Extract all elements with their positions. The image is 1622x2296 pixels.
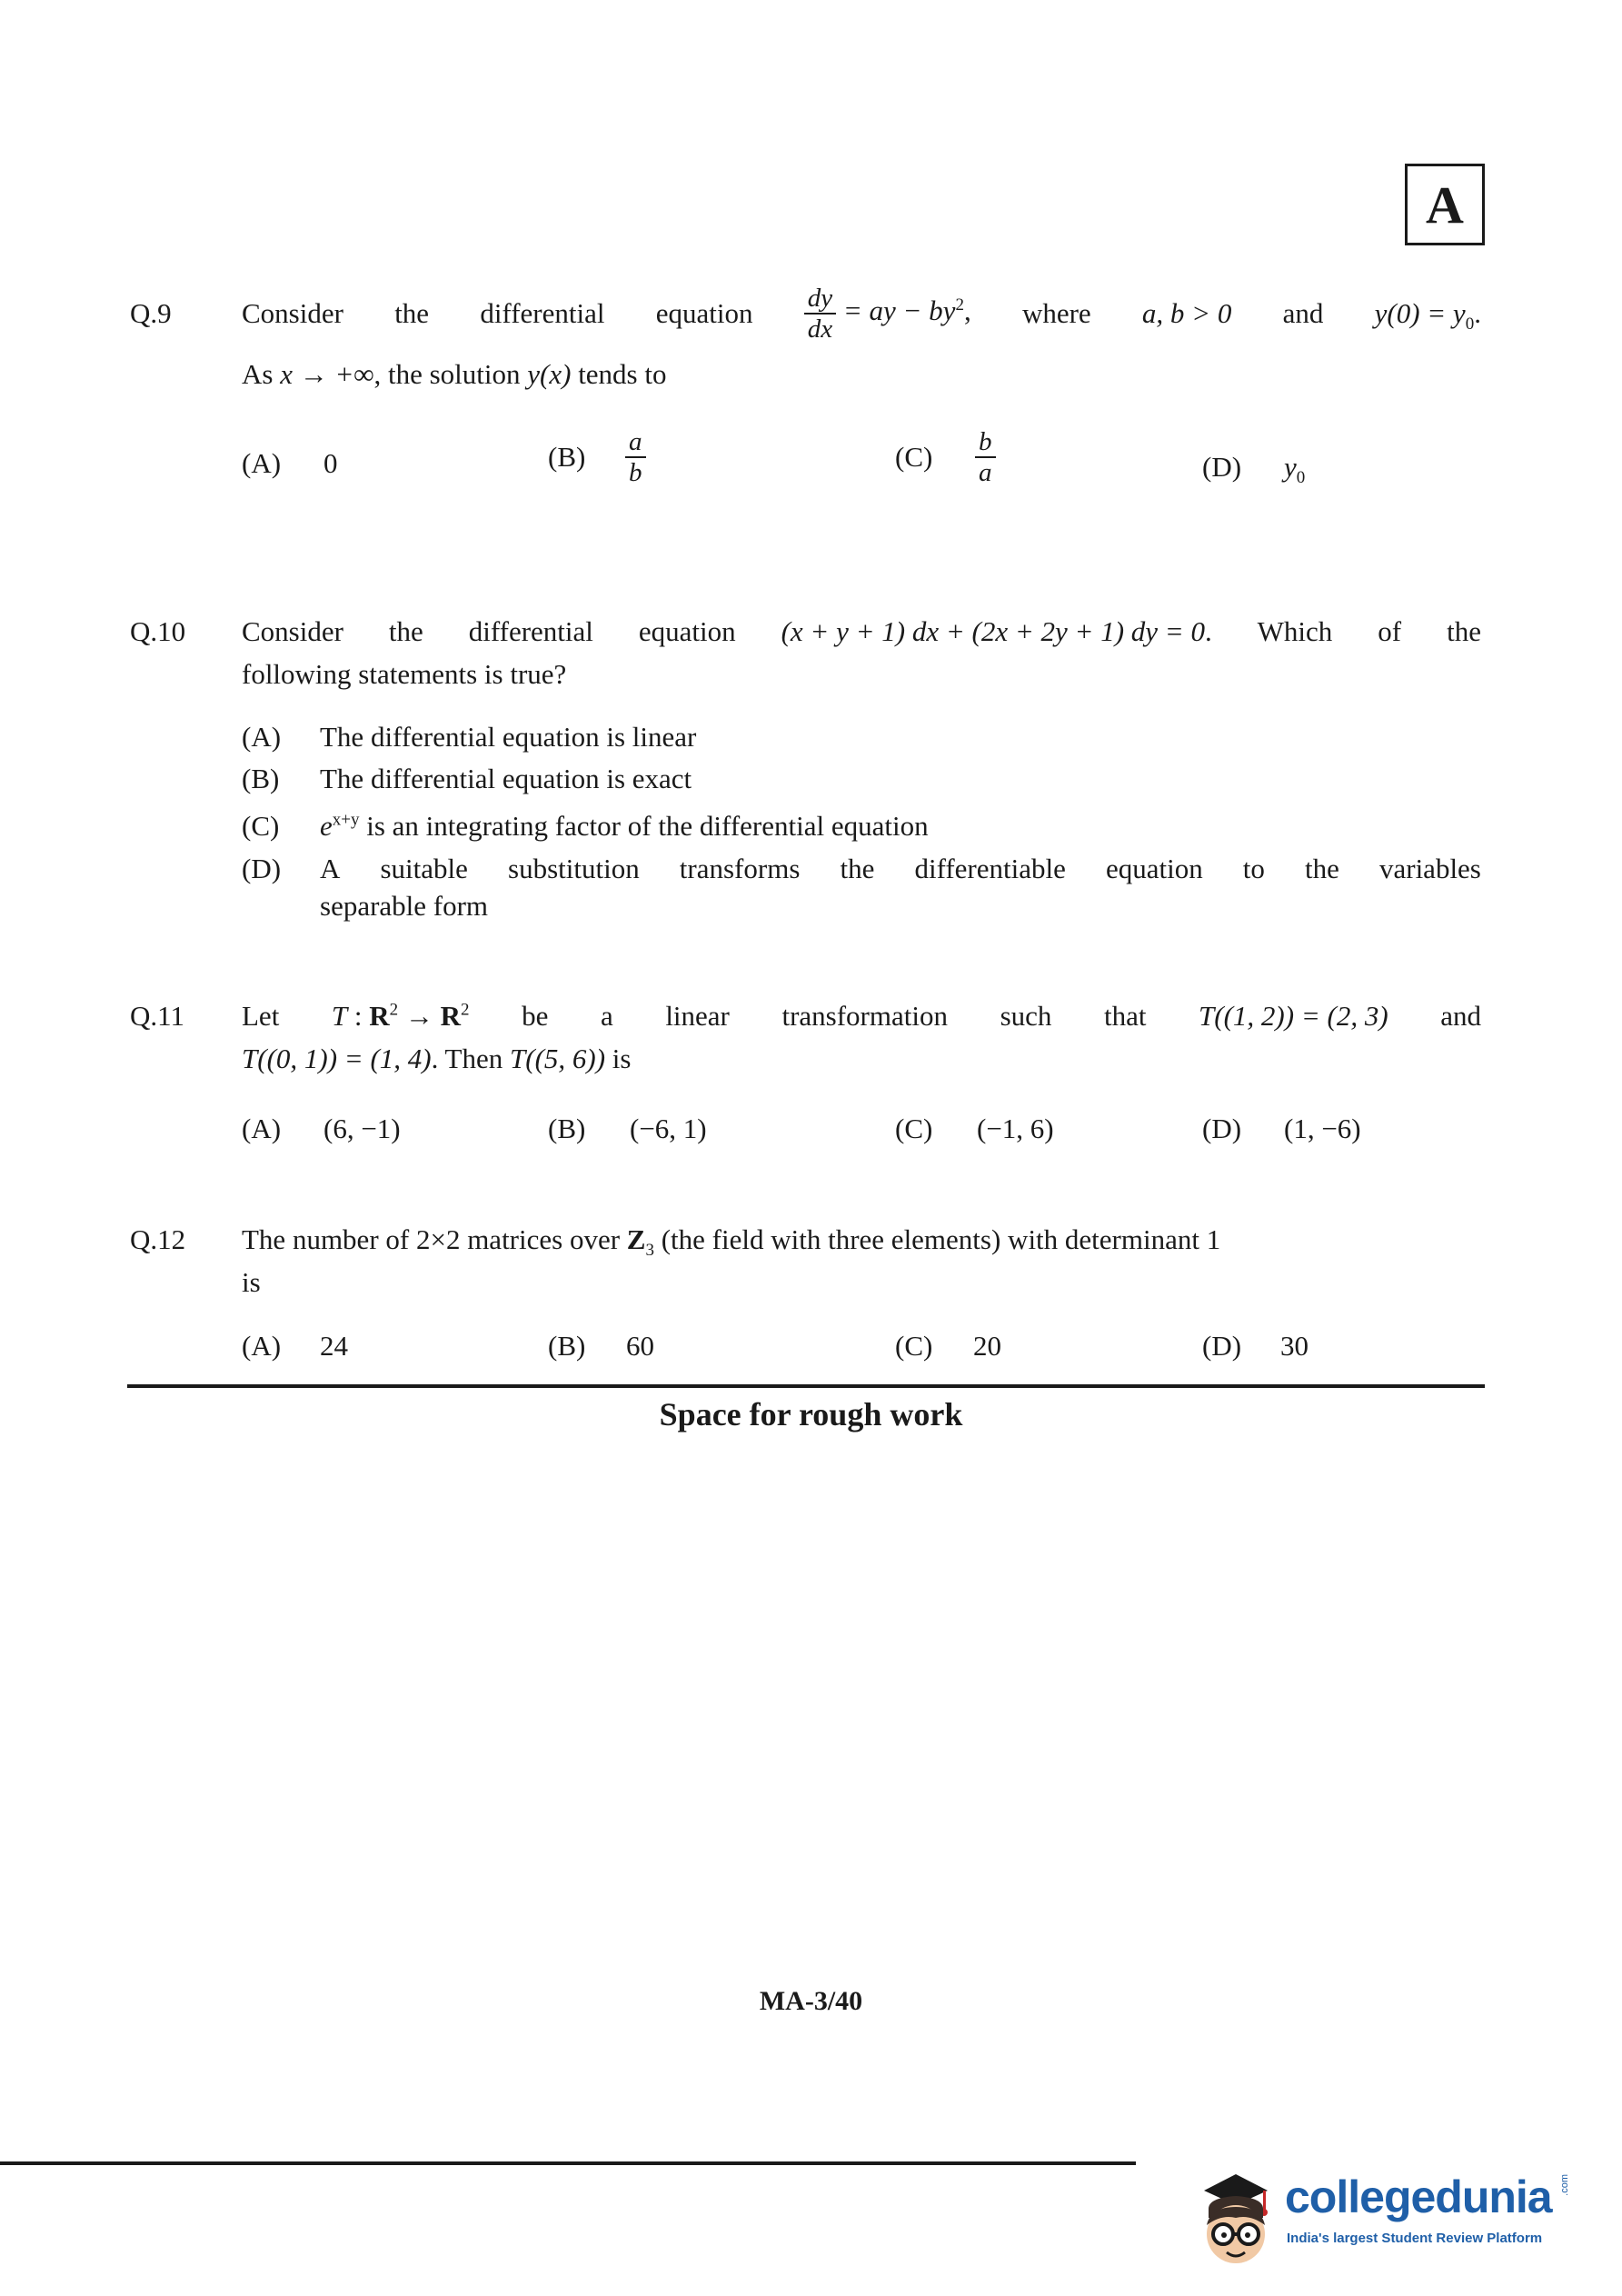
question-number: Q.11	[130, 1000, 184, 1032]
logo-domain: .com	[1559, 2174, 1570, 2196]
question-12-line-1: The number of 2×2 matrices over $Z_3$ (the field with three elements) with determinant 1	[242, 1223, 1221, 1261]
question-number: Q.12	[130, 1223, 186, 1255]
option-d: (D) (1, −6)	[1202, 1113, 1361, 1144]
q9-condition: a, b > 0	[1141, 297, 1232, 329]
option-a: (A) 0	[242, 447, 338, 479]
question-number: Q.9	[130, 297, 172, 329]
q11-mapping: T : $R^2 \to R^2$	[331, 1000, 470, 1032]
q10-word: of	[1378, 615, 1402, 647]
option-b: (B) 60	[548, 1330, 654, 1362]
option-b: (B) (−6, 1)	[548, 1113, 707, 1144]
rough-work-heading: Space for rough work	[659, 1396, 963, 1433]
q9-word: Consider	[242, 297, 343, 329]
option-b: (B) $\frac{a}{b}$	[548, 427, 646, 487]
option-c: (C) $e^{x+y}$ is an integrating factor of the differential equation	[242, 810, 929, 842]
q10-word: the	[1447, 615, 1481, 647]
footer-rule	[0, 2161, 1136, 2165]
question-11-line-1: Let T : $R^2 \to R^2$ be a linear transformation such that T((1, 2)) = (2, 3) and	[242, 998, 1481, 1034]
q10-word: Consider	[242, 615, 343, 647]
option-a: (A) (6, −1)	[242, 1113, 401, 1144]
option-a: (A) 24	[242, 1330, 348, 1362]
question-number: Q.10	[130, 615, 186, 647]
mascot-icon	[1181, 2154, 1290, 2281]
option-d: (D) 30	[1202, 1330, 1309, 1362]
q10-word: the	[388, 615, 423, 647]
q9-initial-condition: $y(0) = y_0$.	[1374, 297, 1481, 334]
logo-tagline: India's largest Student Review Platform	[1287, 2231, 1543, 2246]
question-10-line-2: following statements is true?	[242, 658, 567, 690]
q9-where: where	[1021, 297, 1091, 329]
option-d-line-2: separable form	[320, 890, 489, 922]
option-b: (B) The differential equation is exact	[242, 763, 692, 794]
option-d: A suitable substitution transforms the differentiable equation to the variables	[320, 853, 1481, 884]
q10-word: equation	[638, 615, 736, 647]
derivative-fraction: $\frac{dy}{dx}$	[804, 284, 836, 344]
q10-word: Which	[1257, 615, 1333, 647]
option-a: (A) The differential equation is linear	[242, 721, 697, 753]
option-c: (C) $\frac{b}{a}$	[895, 427, 996, 487]
question-11-line-2: T((0, 1)) = (1, 4). Then T((5, 6)) is	[242, 1043, 632, 1074]
q9-word: the	[394, 297, 430, 329]
collegedunia-logo	[1181, 2154, 1581, 2281]
q10-equation: (x + y + 1) dx + (2x + 2y + 1) dy = 0.	[781, 615, 1212, 647]
option-c: (C) (−1, 6)	[895, 1113, 1054, 1144]
section-divider	[127, 1384, 1485, 1388]
paper-set-badge: A	[1405, 164, 1485, 245]
option-d: (D) $y_0$	[1202, 451, 1306, 488]
question-12-line-2: is	[242, 1266, 261, 1298]
option-c: (C) 20	[895, 1330, 1001, 1362]
logo-name: collegedunia	[1285, 2171, 1552, 2222]
q9-word: differential	[480, 297, 605, 329]
q9-and: and	[1282, 297, 1324, 329]
q10-word: differential	[468, 615, 593, 647]
question-9-line-2: As x → +∞, the solution y(x) tends to	[242, 358, 667, 390]
question-10-line-1	[242, 614, 1481, 650]
page-code: MA-3/40	[759, 1986, 863, 2016]
question-9-line-1	[242, 284, 1481, 344]
q9-equation: $\frac{dy}{dx}$ = ay − $by^2$,	[804, 284, 971, 344]
option-d-label: (D)	[242, 853, 282, 884]
q9-word: equation	[655, 297, 753, 329]
